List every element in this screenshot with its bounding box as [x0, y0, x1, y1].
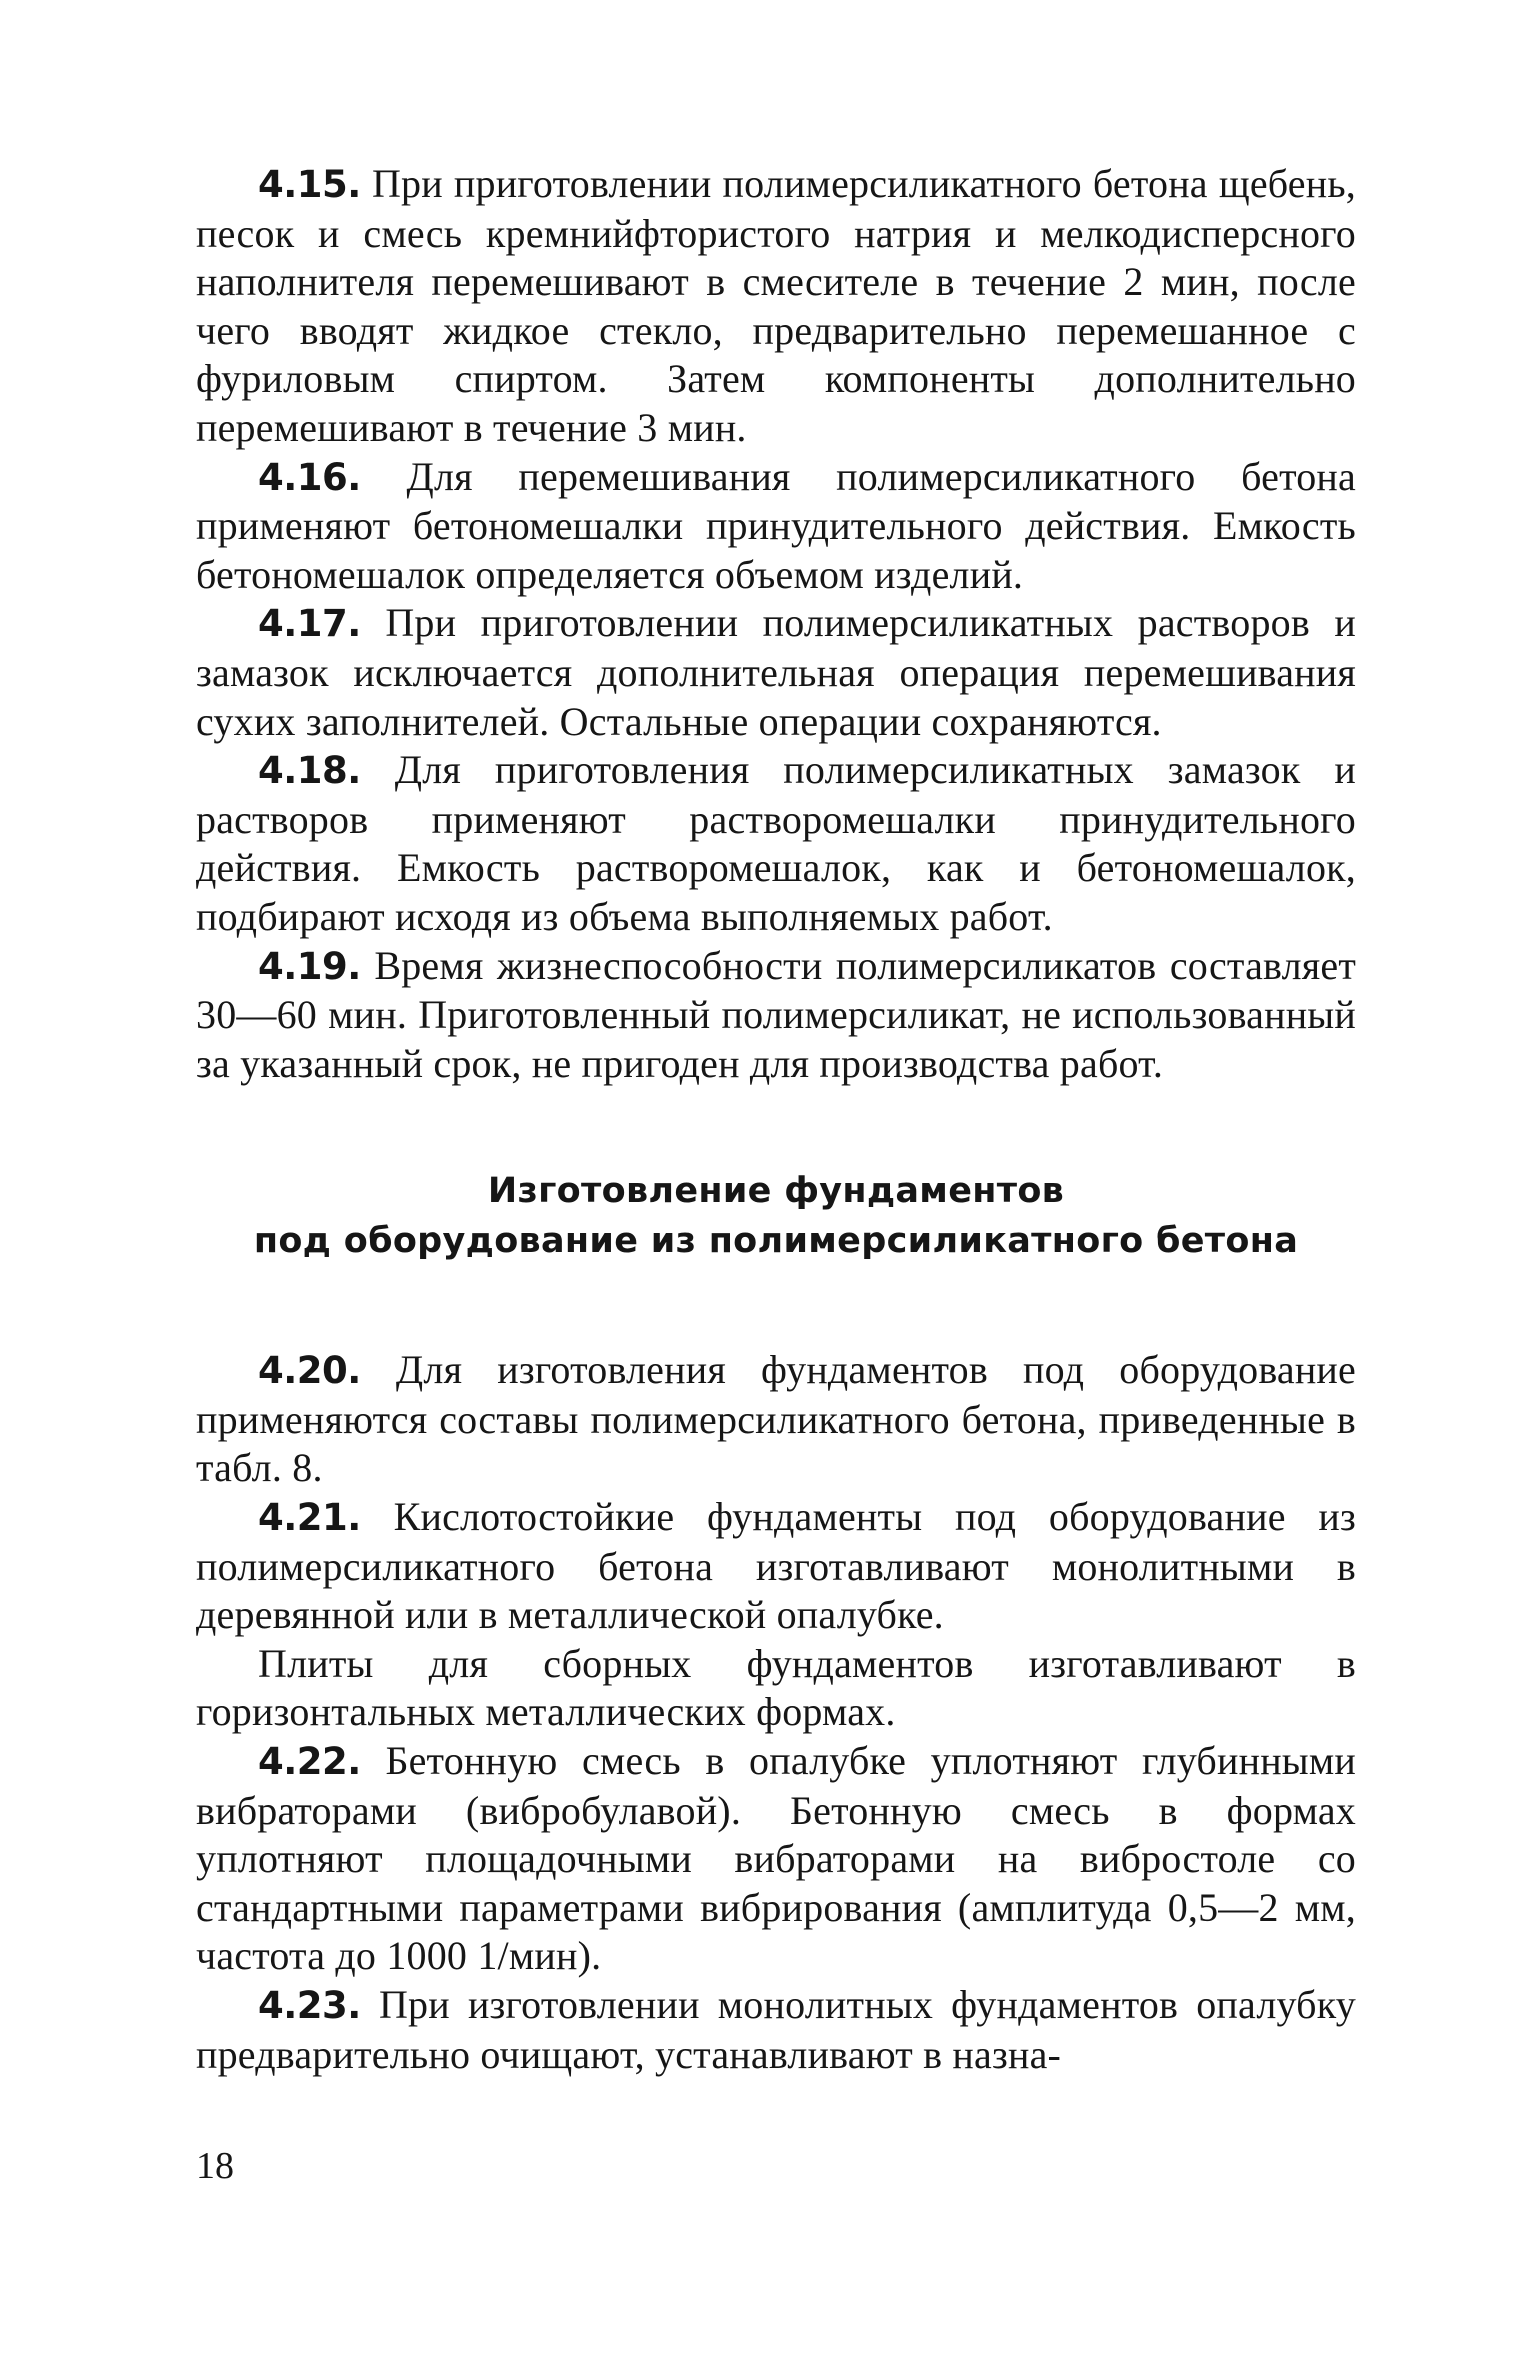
paragraph-number: 4.19. — [258, 944, 361, 988]
paragraph-text: Плиты для сборных фундаментов изготавливают в горизонтальных металлических формах. — [196, 1640, 1356, 1735]
section-heading — [196, 1166, 1356, 1266]
paragraph-4-19 — [196, 942, 1356, 1089]
paragraph-4-22 — [196, 1737, 1356, 1981]
paragraph-text: При приготовлении полимерсиликатного бетона щебень, песок и смесь кремнийфтористого натрия и мелкодисперсного наполнителя перемешивают в смесителе в течение 2 мин, после чего вводят жидкое стекло, предварительно перемешанное с фуриловым спиртом. Затем компоненты дополнительно перемешивают в течение 3 мин. — [196, 161, 1357, 450]
paragraph-number: 4.21. — [258, 1496, 361, 1540]
paragraph-text: При изготовлении монолитных фундаментов опалубку предварительно очищают, устанавливают в назна- — [196, 1982, 1356, 2077]
page-number: 18 — [196, 2145, 234, 2187]
paragraph-text: Время жизнеспособности полимерсиликатов составляет 30—60 мин. Приготовленный полимерсиликат, не использованный за указанный срок, не пригоден для производства работ. — [196, 942, 1357, 1086]
paragraph-4-18 — [196, 746, 1356, 941]
paragraph-number: 4.16. — [258, 455, 361, 499]
paragraph-4-15 — [196, 160, 1356, 453]
paragraph-text: Кислотостойкие фундаменты под оборудование из полимерсиликатного бетона изготавливают монолитными в деревянной или в металлической опалубке. — [196, 1494, 1356, 1638]
paragraph-number: 4.22. — [258, 1740, 361, 1784]
paragraph-number: 4.18. — [258, 749, 361, 793]
paragraph-4-23 — [196, 1981, 1356, 2079]
paragraph-number: 4.20. — [258, 1349, 361, 1393]
paragraph-number: 4.17. — [258, 602, 361, 646]
paragraph-number: 4.23. — [258, 1984, 361, 2027]
paragraph-4-21 — [196, 1493, 1356, 1640]
paragraph-text: При приготовлении полимерсиликатных растворов и замазок исключается дополнительная операция перемешивания сухих заполнителей. Остальные операции сохраняются. — [196, 600, 1356, 744]
paragraph-text: Для перемешивания полимерсиликатного бетона применяют бетономешалки принудительного действия. Емкость бетономешалок определяется объемом изделий. — [196, 453, 1356, 597]
paragraph-text: Для изготовления фундаментов под оборудование применяются составы полимерсиликатного бетона, приведенные в табл. 8. — [196, 1347, 1356, 1491]
paragraph-text: Бетонную смесь в опалубке уплотняют глубинными вибраторами (вибробулавой). Бетонную смесь в формах уплотняют площадочными вибраторами на вибростоле со стандартными параметрами вибрирования (амплитуда 0,5—2 мм, частота до 1000 1/мин). — [196, 1738, 1356, 1979]
paragraph-4-16 — [196, 453, 1356, 600]
paragraph-4-20 — [196, 1346, 1356, 1493]
heading-line-2: под оборудование из полимерсиликатного бетона — [253, 1221, 1299, 1262]
paragraph-text: Для приготовления полимерсиликатных замазок и растворов применяют растворомешалки принудительного действия. Емкость растворомешалок, как и бетономешалок, подбирают исходя из объема выполняемых работ. — [196, 747, 1356, 939]
paragraph-plates — [196, 1640, 1356, 1737]
page-body — [196, 160, 1356, 2079]
heading-line-1: Изготовление фундаментов — [487, 1171, 1065, 1212]
paragraph-4-17 — [196, 599, 1356, 746]
paragraph-number: 4.15. — [258, 163, 361, 206]
